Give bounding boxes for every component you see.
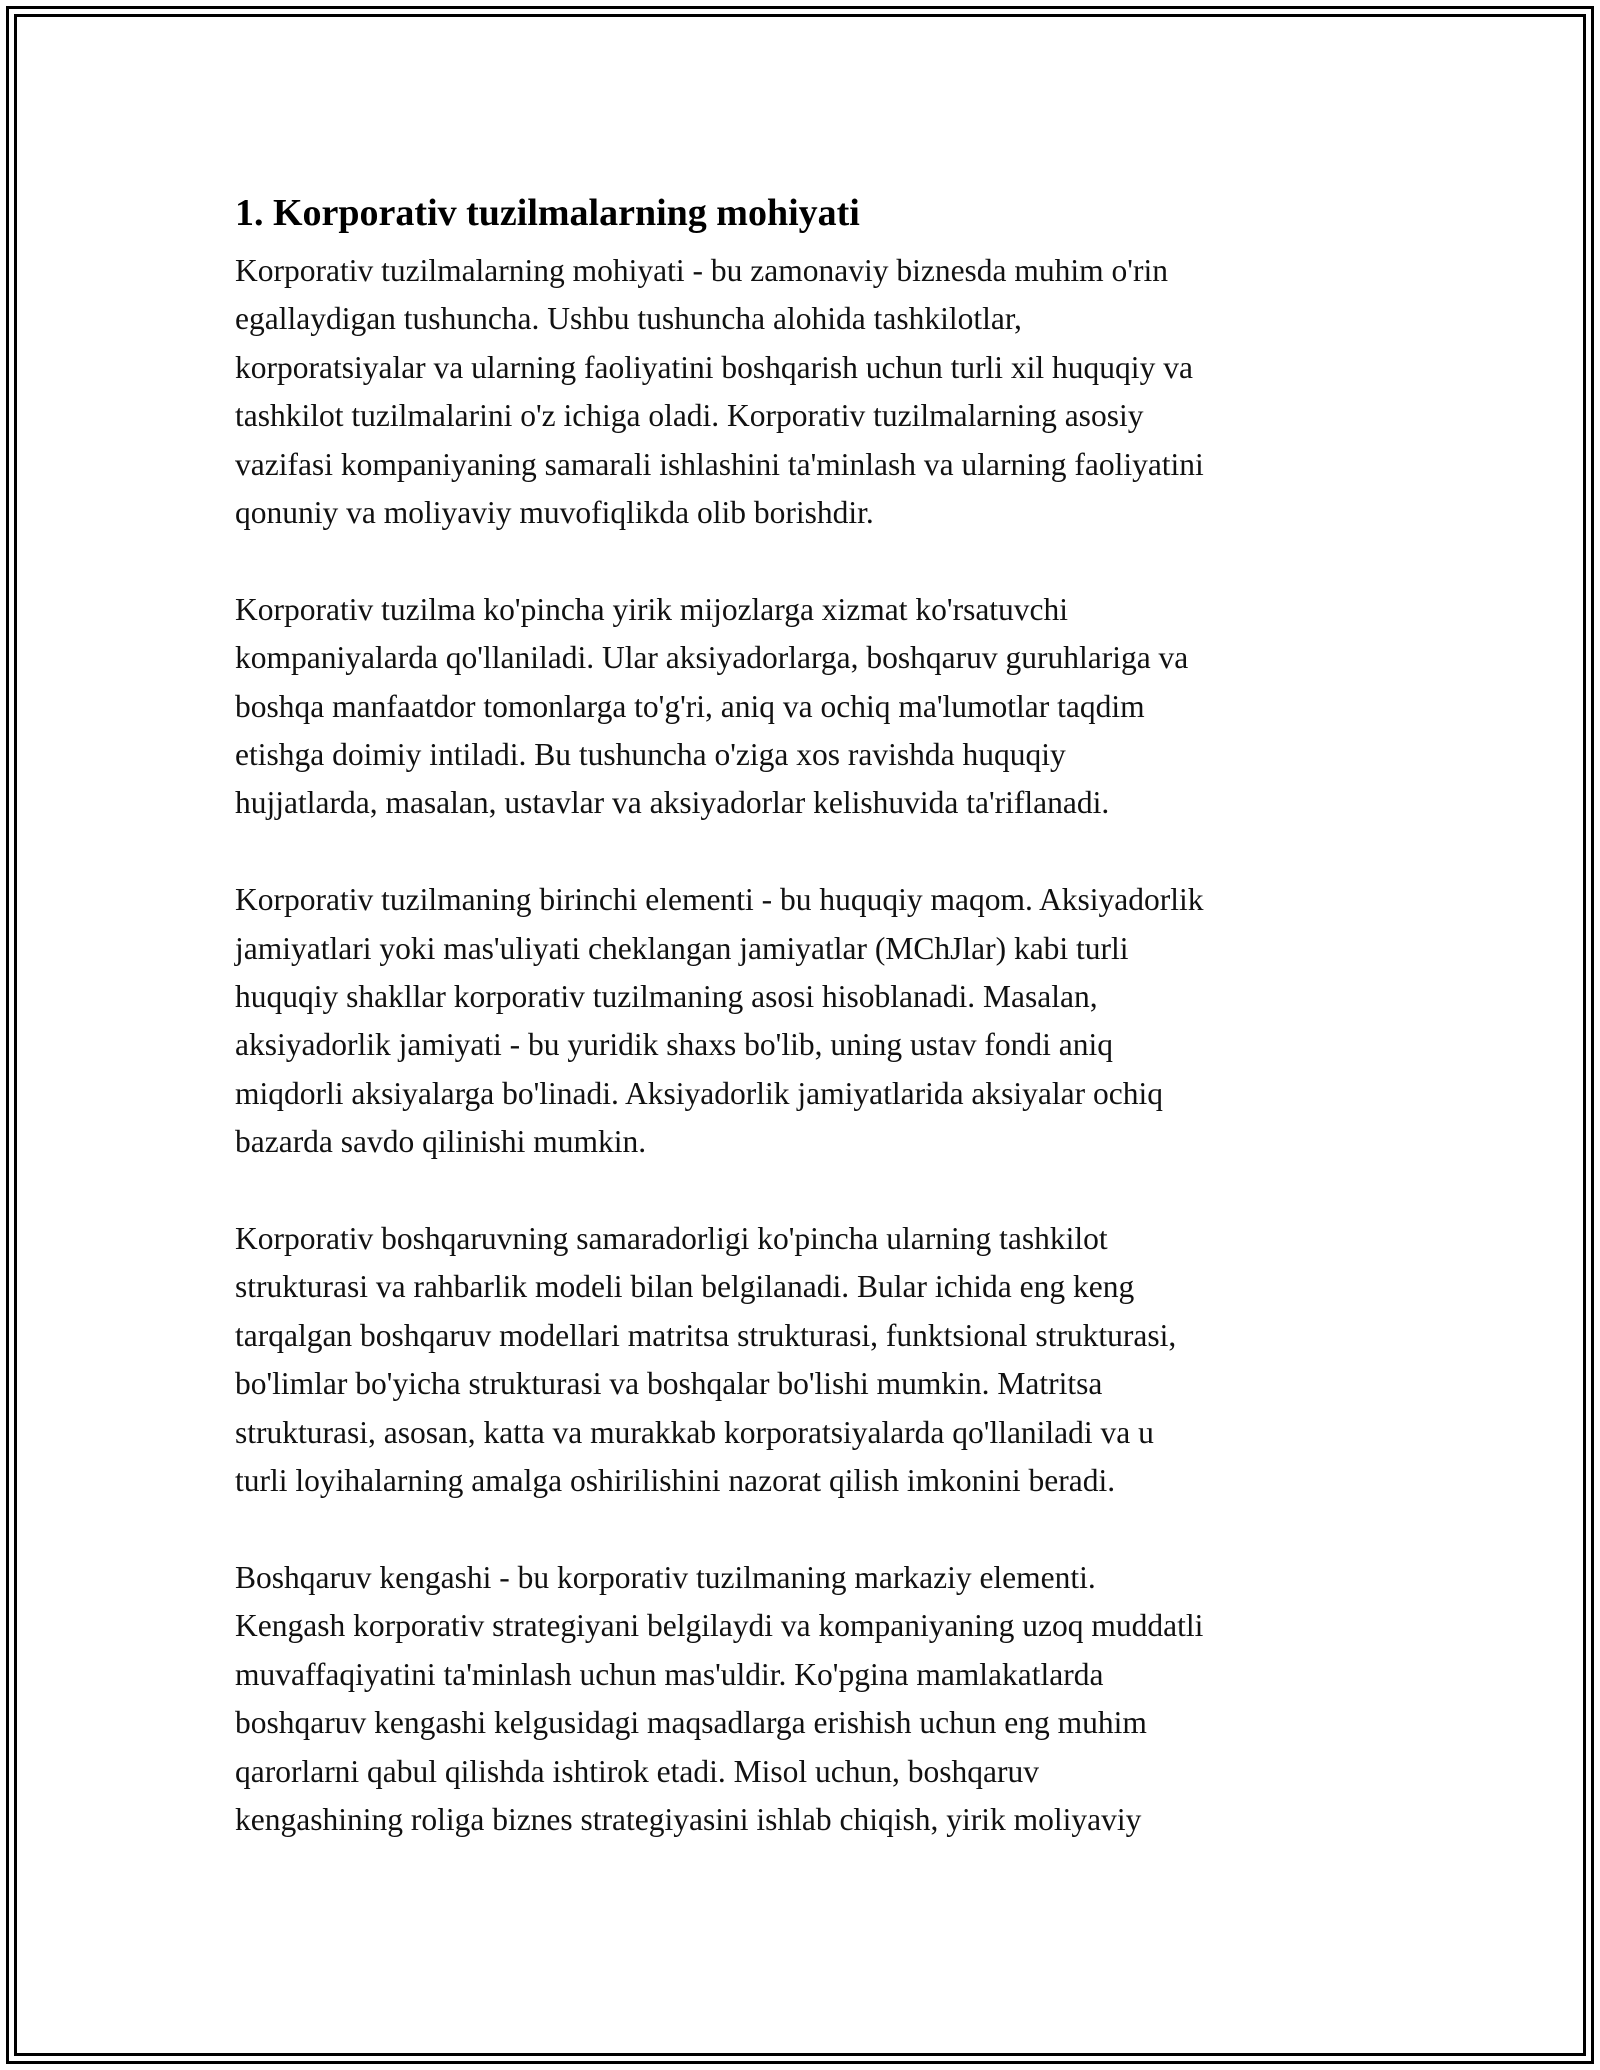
text-line: qarorlarni qabul qilishda ishtirok etadi. Misol uchun, boshqaruv [235, 1753, 1039, 1789]
text-line: huquqiy shakllar korporativ tuzilmaning asosi hisoblanadi. Masalan, [235, 979, 1098, 1015]
text-line: strukturasi va rahbarlik modeli bilan belgilanadi. Bular ichida eng keng [235, 1269, 1135, 1305]
paragraph-2 [235, 586, 1375, 828]
paragraph-5 [235, 1554, 1375, 1844]
text-line: vazifasi kompaniyaning samarali ishlashini ta'minlash va ularning faoliyatini [235, 446, 1204, 482]
paragraph-1 [235, 247, 1375, 537]
text-line: hujjatlarda, masalan, ustavlar va aksiyadorlar kelishuvida ta'riflanadi. [235, 785, 1110, 821]
document-page [235, 183, 1375, 1893]
text-line: kengashining roliga biznes strategiyasini ishlab chiqish, yirik moliyaviy [235, 1801, 1142, 1837]
text-line: egallaydigan tushuncha. Ushbu tushuncha alohida tashkilotlar, [235, 301, 1022, 337]
text-line: Boshqaruv kengashi - bu korporativ tuzilmaning markaziy elementi. [235, 1559, 1096, 1595]
text-line: boshqaruv kengashi kelgusidagi maqsadlarga erishish uchun eng muhim [235, 1705, 1147, 1741]
text-line: korporatsiyalar va ularning faoliyatini boshqarish uchun turli xil huquqiy va [235, 349, 1193, 385]
text-line: boshqa manfaatdor tomonlarga to'g'ri, aniq va ochiq ma'lumotlar taqdim [235, 688, 1145, 724]
text-line: qonuniy va moliyaviy muvofiqlikda olib borishdir. [235, 495, 874, 531]
text-line: tarqalgan boshqaruv modellari matritsa strukturasi, funktsional strukturasi, [235, 1317, 1177, 1353]
text-line: Korporativ tuzilmalarning mohiyati - bu zamonaviy biznesda muhim o'rin [235, 253, 1168, 288]
text-line: bo'limlar bo'yicha strukturasi va boshqalar bo'lishi mumkin. Matritsa [235, 1366, 1103, 1402]
text-line: kompaniyalarda qo'llaniladi. Ular aksiyadorlarga, boshqaruv guruhlariga va [235, 640, 1189, 676]
section-heading: 1. Korporativ tuzilmalarning mohiyati [235, 192, 860, 234]
text-line: etishga doimiy intiladi. Bu tushuncha o'ziga xos ravishda huquqiy [235, 737, 1066, 773]
text-line: jamiyatlari yoki mas'uliyati cheklangan jamiyatlar (MChJlar) kabi turli [235, 930, 1129, 966]
text-line: bazarda savdo qilinishi mumkin. [235, 1124, 647, 1160]
text-line: miqdorli aksiyalarga bo'linadi. Aksiyadorlik jamiyatlarida aksiyalar ochiq [235, 1075, 1163, 1111]
paragraph-3 [235, 876, 1375, 1166]
text-line: Korporativ boshqaruvning samaradorligi ko'pincha ularning tashkilot [235, 1221, 1108, 1257]
text-line: Korporativ tuzilma ko'pincha yirik mijozlarga xizmat ko'rsatuvchi [235, 591, 1069, 627]
paragraph-4 [235, 1215, 1375, 1505]
text-line: aksiyadorlik jamiyati - bu yuridik shaxs bo'lib, uning ustav fondi aniq [235, 1027, 1113, 1063]
text-line: turli loyihalarning amalga oshirilishini nazorat qilish imkonini beradi. [235, 1463, 1116, 1499]
text-line: strukturasi, asosan, katta va murakkab korporatsiyalarda qo'llaniladi va u [235, 1414, 1154, 1450]
text-line: Korporativ tuzilmaning birinchi elementi - bu huquqiy maqom. Aksiyadorlik [235, 882, 1204, 918]
text-line: tashkilot tuzilmalarini o'z ichiga oladi. Korporativ tuzilmalarning asosiy [235, 398, 1144, 434]
text-line: Kengash korporativ strategiyani belgilaydi va kompaniyaning uzoq muddatli [235, 1608, 1204, 1644]
text-line: muvaffaqiyatini ta'minlash uchun mas'uldir. Ko'pgina mamlakatlarda [235, 1656, 1104, 1692]
